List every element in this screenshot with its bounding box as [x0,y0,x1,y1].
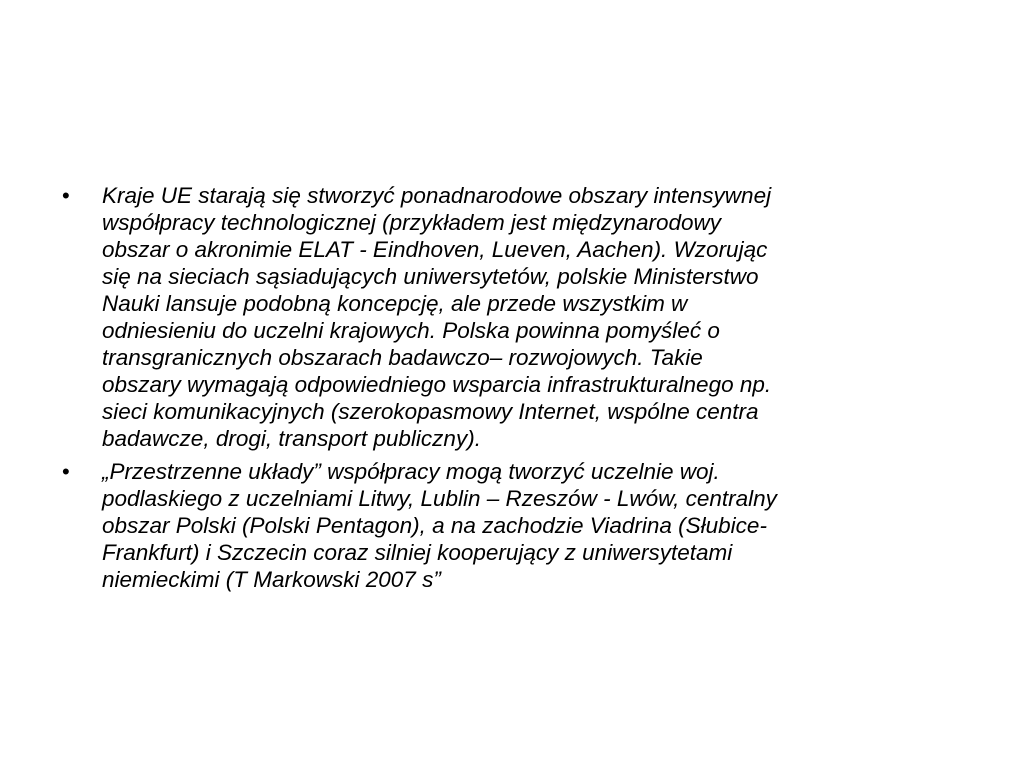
bullet-item [62,182,962,452]
text-line: obszary wymagają odpowiedniego wsparcia infrastrukturalnego np. [102,372,772,397]
bullet-point-icon: • [62,459,70,484]
bullet-point-icon: • [62,183,70,208]
text-line: współpracy technologicznej (przykładem jest międzynarodowy [102,210,722,235]
text-line: „Przestrzenne układy” współpracy mogą tworzyć uczelnie woj. [102,459,720,484]
text-line: badawcze, drogi, transport publiczny). [102,426,481,451]
text-line: obszar Polski (Polski Pentagon), a na zachodzie Viadrina (Słubice- [102,513,767,538]
text-line: Frankfurt) i Szczecin coraz silniej kooperujący z uniwersytetami [102,540,733,565]
bullet-list [62,182,962,599]
text-line: Kraje UE starają się stworzyć ponadnarodowe obszary intensywnej [102,183,772,208]
bullet-text [102,182,962,452]
text-line: niemieckimi (T Markowski 2007 s” [102,567,441,592]
text-line: podlaskiego z uczelniami Litwy, Lublin – Rzeszów - Lwów, centralny [102,486,777,511]
text-line: odniesieniu do uczelni krajowych. Polska powinna pomyśleć o [102,318,720,343]
text-line: sieci komunikacyjnych (szerokopasmowy Internet, wspólne centra [102,399,759,424]
text-line: Nauki lansuje podobną koncepcję, ale przede wszystkim w [102,291,688,316]
bullet-text [102,458,962,593]
text-line: obszar o akronimie ELAT - Eindhoven, Lueven, Aachen). Wzorując [102,237,768,262]
text-line: się na sieciach sąsiadujących uniwersytetów, polskie Ministerstwo [102,264,759,289]
text-line: transgranicznych obszarach badawczo– rozwojowych. Takie [102,345,703,370]
bullet-item [62,458,962,593]
